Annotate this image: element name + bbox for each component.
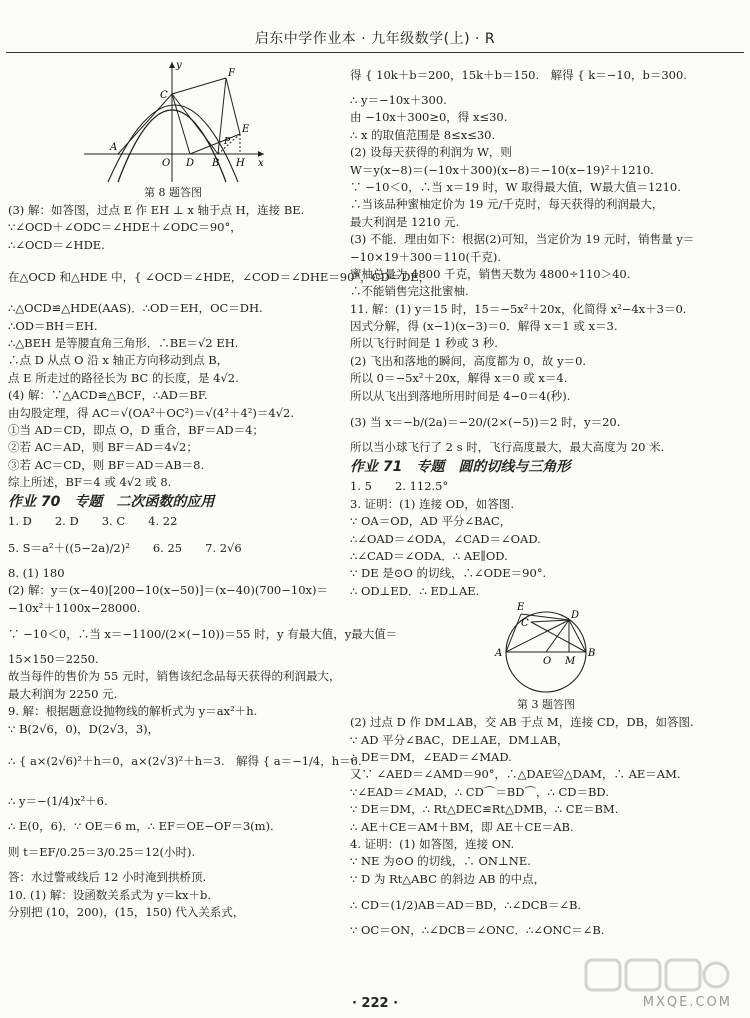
- text-line: ∴∠OAD＝∠ODA，∠CAD＝∠OAD.: [350, 531, 541, 546]
- text-line: 1. 5 2. 112.5°: [350, 479, 449, 494]
- text-line: ∵ OC＝ON，∴∠DCB＝∠ONC．∴∠ONC＝∠B.: [350, 923, 605, 938]
- fig8-label-x: x: [258, 158, 264, 169]
- text-line: 因式分解，得 (x−1)(x−3)＝0．解得 x＝1 或 x＝3.: [350, 319, 618, 334]
- fig3-label-E: E: [517, 602, 525, 614]
- text-line: W＝y(x−8)＝(−10x＋300)(x−8)＝−10(x−19)²＋1210.: [350, 162, 654, 177]
- watermark-text: MXQE.COM: [642, 995, 732, 1010]
- text-line: ∵∠OCD＋∠ODC＝∠HDE＋∠ODC＝90°，: [8, 220, 242, 235]
- text-line: (2) 飞出和落地的瞬间，高度都为 0，故 y＝0.: [350, 353, 587, 368]
- text-line: 8. (1) 180: [8, 565, 65, 580]
- text-line: 得 { 10k＋b＝200，15k＋b＝150. 解得 { k＝−10，b＝300.: [350, 68, 687, 82]
- right-block-3: [350, 714, 742, 939]
- text-line: ∵ NE 为⊙O 的切线，∴ ON⊥NE.: [350, 854, 531, 869]
- text-line: ∵∠EAD＝∠MAD，∴ CD⌒＝BD⌒，∴ CD＝BD.: [350, 784, 609, 799]
- text-line: ∴ y＝−10x＋300.: [350, 93, 447, 107]
- text-line: ∴ DE＝DM，∠EAD＝∠MAD.: [350, 749, 512, 764]
- fig8-label-D: D: [186, 158, 195, 169]
- text-line: 9. 解：根据题意设抛物线的解析式为 y＝ax²＋h.: [8, 704, 258, 719]
- text-line: ∵ −10＜0，∴当 x＝19 时，W 取得最大值，W最大值＝1210.: [350, 179, 681, 194]
- text-line: ∵ AD 平分∠BAC，DE⊥AE，DM⊥AB，: [350, 732, 569, 747]
- text-line: ①当 AD＝CD，即点 O，D 重合，BF＝AD＝4；: [8, 422, 264, 437]
- fig3-label-O: O: [543, 656, 552, 668]
- text-line: 最大利润为 2250 元.: [8, 686, 118, 701]
- text-line: ∴ OD⊥ED．∴ ED⊥AE.: [350, 583, 480, 598]
- text-line: 3. 证明：(1) 连接 OD，如答图.: [350, 496, 515, 511]
- text-line: ∵ −10＜0，∴当 x＝−1100/(2×(−10))＝55 时，y 有最大值，y最大值＝: [8, 627, 398, 642]
- fig3-label-M: M: [565, 656, 576, 668]
- text-line: 则 t＝EF/0.25＝3/0.25＝12(小时).: [8, 845, 196, 860]
- text-line: ∴ E(0，6)．∵ OE＝6 m，∴ EF＝OE−OF＝3(m).: [8, 818, 274, 833]
- text-line: 最大利润是 1210 元.: [350, 214, 460, 229]
- text-line: ∴ CD＝(1/2)AB＝AD＝BD，∴∠DCB＝∠B.: [350, 898, 582, 913]
- text-line: ∵ D 为 Rt△ABC 的斜边 AB 的中点，: [350, 871, 546, 886]
- text-line: (2) 设每天获得的利润为 W，则: [350, 145, 512, 160]
- text-line: ∵ OA＝OD，AD 平分∠BAC，: [350, 514, 512, 529]
- text-line: 所以飞行时间是 1 秒或 3 秒.: [350, 336, 498, 351]
- text-line: 蜜柚总量为 4800 千克，销售天数为 4800÷110＞40.: [350, 266, 631, 281]
- text-line: 分别把 (10，200)，(15，150) 代入关系式，: [8, 905, 245, 920]
- text-line: 11. 解：(1) y＝15 时，15＝−5x²＋20x，化简得 x²−4x＋3＝0.: [350, 301, 687, 316]
- text-line: (3) 不能．理由如下：根据(2)可知，当定价为 19 元时，销售量 y＝: [350, 232, 695, 247]
- text-line: ∴不能销售完这批蜜柚.: [350, 284, 469, 299]
- text-line: ∵ DE 是⊙O 的切线，∴∠ODE＝90°.: [350, 566, 547, 581]
- text-line: 15×150＝2250.: [8, 652, 99, 667]
- text-line: 点 E 所走过的路径长为 BC 的长度，是 4√2.: [8, 370, 239, 385]
- fig8-label-H: H: [236, 158, 245, 169]
- text-line: 10. (1) 解：设函数关系式为 y＝kx＋b.: [8, 887, 212, 902]
- fig8-label-C: C: [160, 90, 168, 101]
- fig8-label-P: P: [224, 137, 231, 147]
- text-line: ∴ y＝−(1/4)x²＋6.: [8, 793, 108, 808]
- text-line: 由勾股定理，得 AC＝√(OA²＋OC²)＝√(4²＋4²)＝4√2.: [8, 405, 295, 420]
- text-line: 故当每件的售价为 55 元时，销售该纪念品每天获得的利润最大，: [8, 669, 341, 684]
- fig8-label-F: F: [228, 68, 235, 79]
- figure-3: [491, 600, 601, 696]
- fig8-label-A: A: [110, 142, 118, 153]
- section-heading-70: 作业 70 专题 二次函数的应用: [8, 494, 215, 511]
- fig8-label-E: E: [242, 124, 250, 135]
- figure-3-caption: 第 3 题答图: [517, 698, 575, 712]
- fig8-label-y: y: [176, 60, 182, 71]
- header-title: 启东中学作业本 · 九年级数学(上) · R: [254, 31, 496, 47]
- text-line: ∴ AE＋CE＝AM＋BM，即 AE＋CE＝AB.: [350, 819, 574, 834]
- text-line: ∴当该品种蜜柚定价为 19 元/千克时，每天获得的利润最大，: [350, 197, 664, 212]
- text-line: 又∵ ∠AED＝∠AMD＝90°，∴△DAE≌△DAM，∴ AE＝AM.: [350, 767, 681, 782]
- text-line: (4) 解：∵△ACD≌△BCF，∴AD＝BF.: [8, 388, 208, 403]
- text-line: ∴∠OCD＝∠HDE.: [8, 237, 105, 252]
- page-header: [0, 28, 750, 54]
- text-line: ∵ B(2√6，0)，D(2√3，3)，: [8, 721, 160, 736]
- fig3-label-A: A: [495, 648, 503, 660]
- text-line: ∵ DE＝DM，∴ Rt△DEC≌Rt△DMB，∴ CE＝BM.: [350, 802, 619, 817]
- text-line: (3) 当 x＝−b/(2a)＝−20/(2×(−5))＝2 时，y＝20.: [350, 415, 621, 430]
- figure-8: [78, 58, 268, 184]
- right-block-1: [350, 58, 742, 456]
- right-column: [350, 58, 742, 939]
- text-line: (3) 解：如答图，过点 E 作 EH ⊥ x 轴于点 H，连接 BE.: [8, 203, 305, 217]
- fig3-label-C: C: [521, 618, 529, 630]
- text-line: ∴△BEH 是等腰直角三角形．∴BE＝√2 EH.: [8, 335, 239, 350]
- text-line: 所以从飞出到落地所用时间是 4−0＝4(秒).: [350, 388, 571, 403]
- fig8-label-B: B: [212, 158, 220, 169]
- fig3-label-B: B: [588, 648, 596, 660]
- text-line: 答：水过警戒线后 12 小时淹到拱桥顶.: [8, 870, 207, 885]
- text-line: 在△OCD 和△HDE 中，{ ∠OCD＝∠HDE，∠COD＝∠DHE＝90°，CD＝DE，: [8, 270, 431, 285]
- text-line: (2) 解：y＝(x−40)[200−10(x−50)]＝(x−40)(700−10x)＝: [8, 583, 328, 598]
- figure-3-diagram: [491, 600, 601, 696]
- text-line: ∴ x 的取值范围是 8≤x≤30.: [350, 127, 496, 142]
- section-heading-71: 作业 71 专题 圆的切线与三角形: [350, 459, 571, 476]
- fig3-label-D: D: [571, 610, 580, 622]
- text-line: ∴OD＝BH＝EH.: [8, 318, 98, 333]
- left-block-2: [8, 513, 398, 921]
- text-line: ③若 AC＝CD，则 BF＝AD＝AB＝8.: [8, 457, 205, 472]
- text-line: −10x²＋1100x−28000.: [8, 600, 141, 615]
- text-line: −10×19＋300＝110(千克).: [350, 249, 502, 264]
- text-line: (2) 过点 D 作 DM⊥AB，交 AB 于点 M，连接 CD，DB，如答图.: [350, 715, 694, 730]
- text-line: 5. S＝a²＋((5−2a)/2)² 6. 25 7. 2√6: [8, 540, 242, 555]
- text-line: 所以 0＝−5x²＋20x，解得 x＝0 或 x＝4.: [350, 371, 568, 386]
- text-line: 综上所述，BF＝4 或 4√2 或 8.: [8, 475, 172, 490]
- text-line: ∴∠CAD＝∠ODA．∴ AE∥OD.: [350, 548, 508, 563]
- figure-8-caption: 第 8 题答图: [144, 186, 202, 199]
- text-line: ∴△OCD≌△HDE(AAS)．∴OD＝EH，OC＝DH.: [8, 301, 263, 316]
- text-line: 所以当小球飞行了 2 s 时，飞行高度最大，最大高度为 20 米.: [350, 440, 665, 455]
- figure-8-diagram: [78, 58, 268, 184]
- text-line: 1. D 2. D 3. C 4. 22: [8, 514, 178, 529]
- header-divider: [6, 52, 744, 53]
- page-number: · 222 ·: [351, 996, 399, 1011]
- text-line: ②若 AC＝AD，则 BF＝AD＝4√2；: [8, 440, 198, 455]
- right-block-2: [350, 478, 742, 600]
- text-line: 由 −10x＋300≥0，得 x≤30.: [350, 110, 508, 125]
- fig8-label-O: O: [162, 158, 171, 169]
- text-line: ∴点 D 从点 O 沿 x 轴正方向移动到点 B，: [8, 353, 229, 368]
- text-line: ∴ { a×(2√6)²＋h＝0，a×(2√3)²＋h＝3. 解得 { a＝−1/4，h＝6.: [8, 753, 362, 768]
- text-line: 4. 证明：(1) 如答图，连接 ON.: [350, 836, 515, 851]
